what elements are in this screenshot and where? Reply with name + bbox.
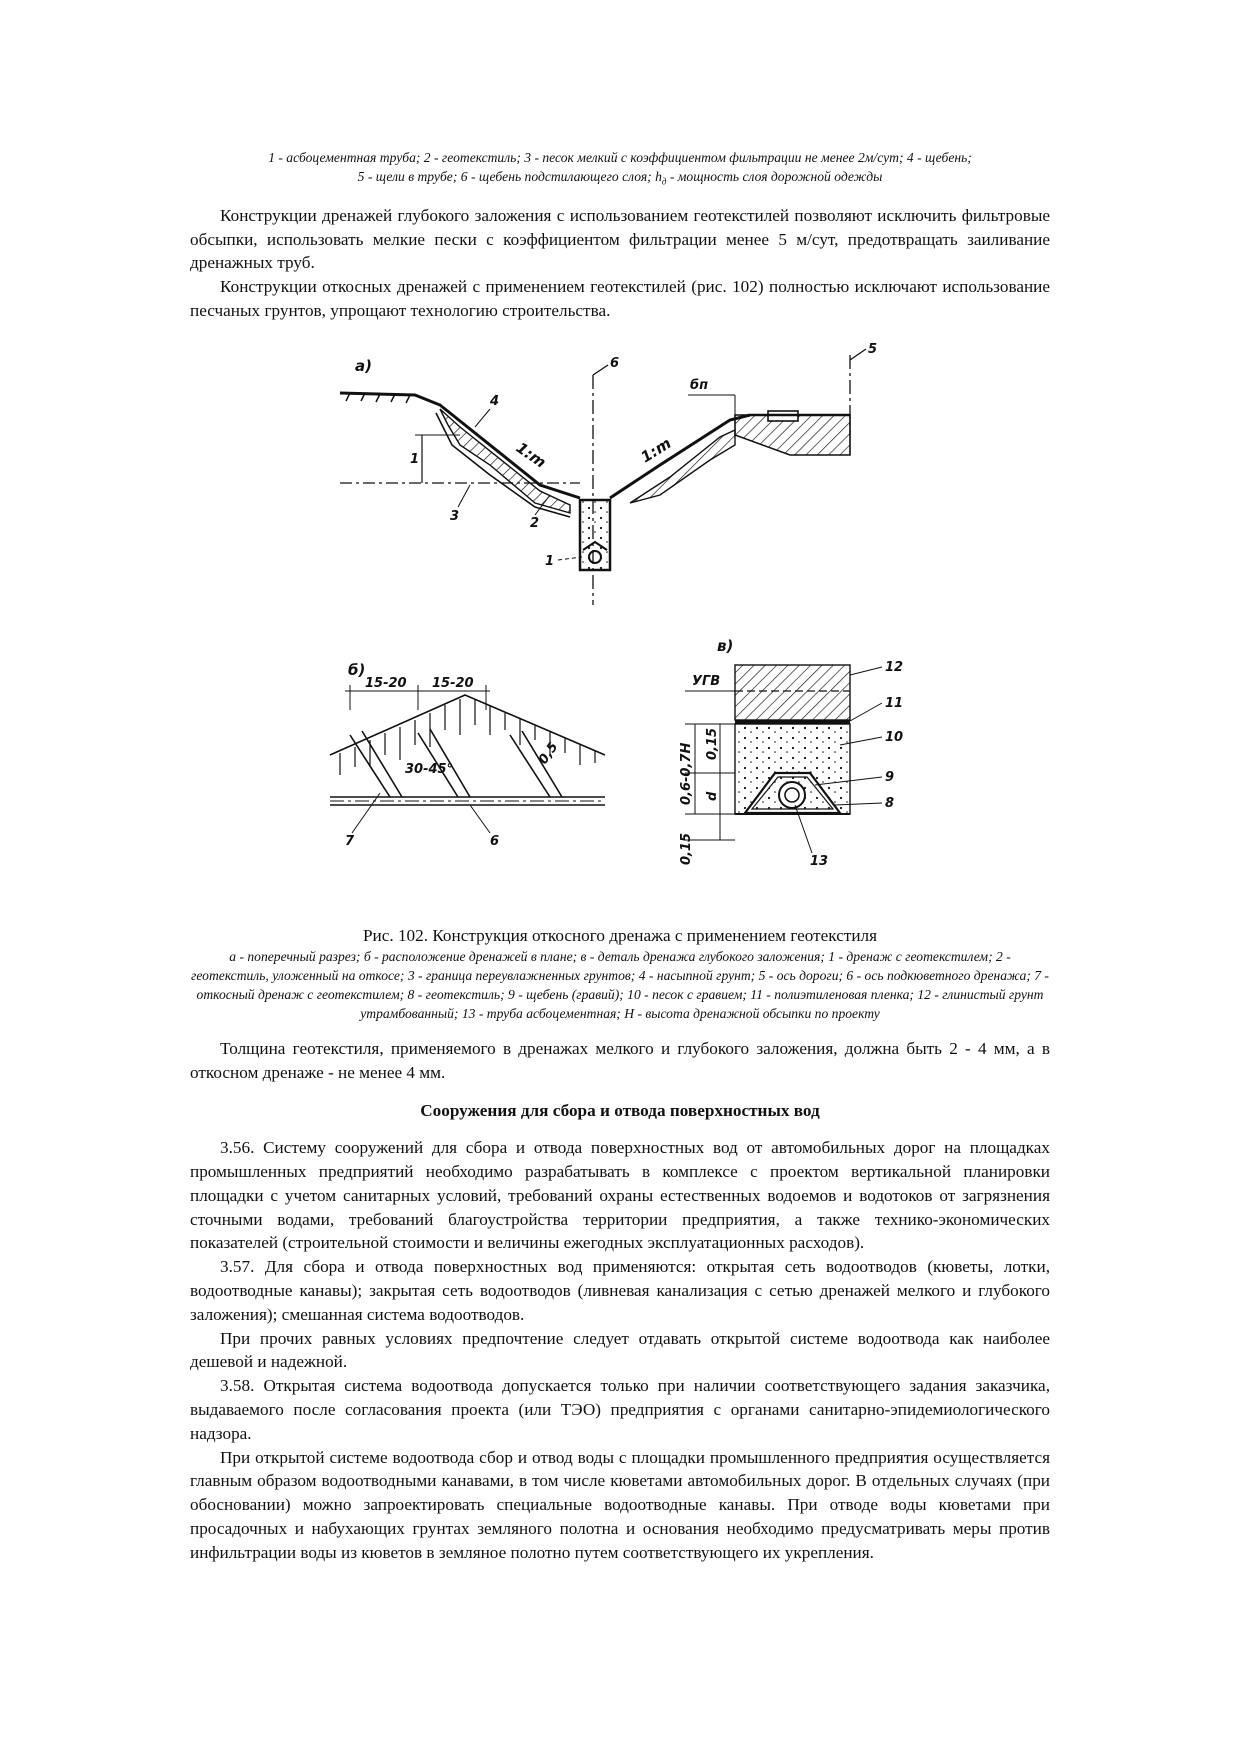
paragraph: При прочих равных условиях предпочтение следует отдавать открытой системе водоотвода как наиболее дешевой и надежной.: [190, 1328, 1050, 1372]
section-heading: Сооружения для сбора и отвода поверхностных вод: [420, 1101, 820, 1121]
panel-b-num-6: 6: [490, 833, 500, 849]
panel-b-dim-1: 15-20: [365, 675, 407, 691]
panel-a-bp: бп: [690, 377, 709, 393]
panel-a-num-2: 2: [530, 515, 540, 531]
panel-v-label: в): [717, 636, 734, 655]
drainage-drawing: [190, 335, 1050, 925]
figure-102-title: Рис. 102. Конструкция откосного дренажа с применением геотекстиля: [362, 925, 878, 945]
figure-101-legend: [190, 148, 1050, 192]
paragraph-3-57: 3.57. Для сбора и отвода поверхностных вод применяются: открытая сеть водоотводов (кюветы, лотки, водоотводные канавы); закрытая сеть водоотводов (ливневая канализация с сетью дренажей мелкого и глубокого заложения); смешанная система водоотводов.: [190, 1257, 1050, 1324]
legend-line-2: 5 - щели в трубе; 6 - щебень подстилающего слоя; $h_д$ - мощность слоя дорожной одежды: [357, 169, 883, 187]
panel-a-slope-left: 1:m: [512, 438, 550, 472]
panel-a-num-4: 4: [490, 393, 500, 409]
paragraph: При открытой системе водоотвода сбор и отвод воды с площадки промышленного предприятия осуществляется главным образом водоотводными канавами, в том числе кюветами автомобильных дорог. В отдельных случаях (при обосновании) можно запроектировать специальные водоотводные канавы. При отводе воды кюветами при просадочных и набухающих грунтах земляного полотна и основания необходимо предусматривать меры против инфильтрации воды из кюветов в земляное полотно путем соответствующего их укрепления.: [190, 1447, 1050, 1562]
panel-v-detail: [679, 637, 903, 869]
panel-v-dim-d: d: [705, 791, 720, 801]
panel-v-num-9: 9: [885, 769, 895, 785]
panel-a-num-6: 6: [610, 355, 620, 371]
panel-a-label: а): [355, 356, 372, 375]
panel-a-num-5: 5: [868, 341, 878, 357]
panel-v-num-13: 13: [810, 853, 829, 869]
panel-a-dim-1: 1: [410, 451, 420, 467]
panel-v-dim-top: 0,15: [705, 727, 720, 760]
panel-v-ugv: УГВ: [692, 673, 721, 689]
paragraph: Конструкции откосных дренажей с применением геотекстилей (рис. 102) полностью исключают использование песчаных грунтов, упрощают технологию строительства.: [190, 277, 1050, 320]
panel-a-cross-section: [340, 342, 877, 605]
paragraph-3-58: 3.58. Открытая система водоотвода допускается только при наличии соответствующего задания заказчика, выдаваемого после согласования проекта (или ТЭО) предприятия с органами санитарно-эпидемиологического надзора.: [190, 1376, 1050, 1443]
panel-b-num-7: 7: [345, 833, 355, 849]
panel-v-num-12: 12: [885, 659, 904, 675]
legend-line-1: 1 - асбоцементная труба; 2 - геотекстиль; 3 - песок мелкий с коэффициентом фильтрации не менее 2м/сут; 4 - щебень;: [268, 150, 972, 165]
figure-102-legend: а - поперечный разрез; б - расположение дренажей в плане; в - деталь дренажа глубокого заложения; 1 - дренаж с геотекстилем; 2 - геотекстиль, уложенный на откосе; 3 - граница переувлажненных грунтов; 4 - насыпной грунт; 5 - ось дороги; 6 - ось подкюветного дренажа; 7 - откосный дренаж с геотекстилем; 8 - геотекстиль; 9 - щебень (гравий); 10 - песок с гравием; 11 - полиэтиленовая пленка; 12 - глинистый грунт утрамбованный; 13 - труба асбоцементная; Н - высота дренажной обсыпки по проекту: [191, 948, 1049, 1021]
panel-v-num-11: 11: [885, 695, 904, 711]
panel-a-num-1: 1: [545, 553, 555, 569]
panel-b-plan: [330, 661, 605, 849]
panel-v-dim-total: 0,6-0,7H: [679, 742, 694, 805]
panel-a-slope-right: 1:m: [637, 433, 675, 467]
panel-v-num-8: 8: [885, 795, 895, 811]
paragraph: Толщина геотекстиля, применяемого в дренажах мелкого и глубокого заложения, должна быть 2 - 4 мм, а в откосном дренаже - не менее 4 мм.: [190, 1038, 1050, 1082]
panel-b-angle: 30-45°: [405, 761, 454, 777]
panel-b-width: 0,5: [535, 739, 562, 767]
panel-b-dim-2: 15-20: [432, 675, 474, 691]
panel-b-label: б): [348, 660, 366, 679]
document-page: [190, 148, 1050, 1565]
figure-102-drawing: [190, 335, 1050, 925]
paragraph-3-56: 3.56. Систему сооружений для сбора и отвода поверхностных вод от автомобильных дорог на площадках промышленных предприятий необходимо разрабатывать в комплексе с проектом вертикальной планировки площадки с учетом санитарных условий, требований охраны естественных водоемов и водотоков от загрязнения сточными водами, требований благоустройства территории предприятия, а также технико-экономических показателей (строительной стоимости и величины ежегодных эксплуатационных расходов).: [190, 1138, 1050, 1253]
panel-a-num-3: 3: [450, 508, 460, 524]
paragraph: Конструкции дренажей глубокого заложения с использованием геотекстилей позволяют исключить фильтровые обсыпки, использовать мелкие пески с коэффициентом фильтрации менее 5 м/сут, предотвращать заиливание дренажных труб.: [190, 205, 1050, 273]
panel-v-num-10: 10: [885, 729, 904, 745]
panel-v-dim-bottom: 0,15: [679, 832, 694, 865]
